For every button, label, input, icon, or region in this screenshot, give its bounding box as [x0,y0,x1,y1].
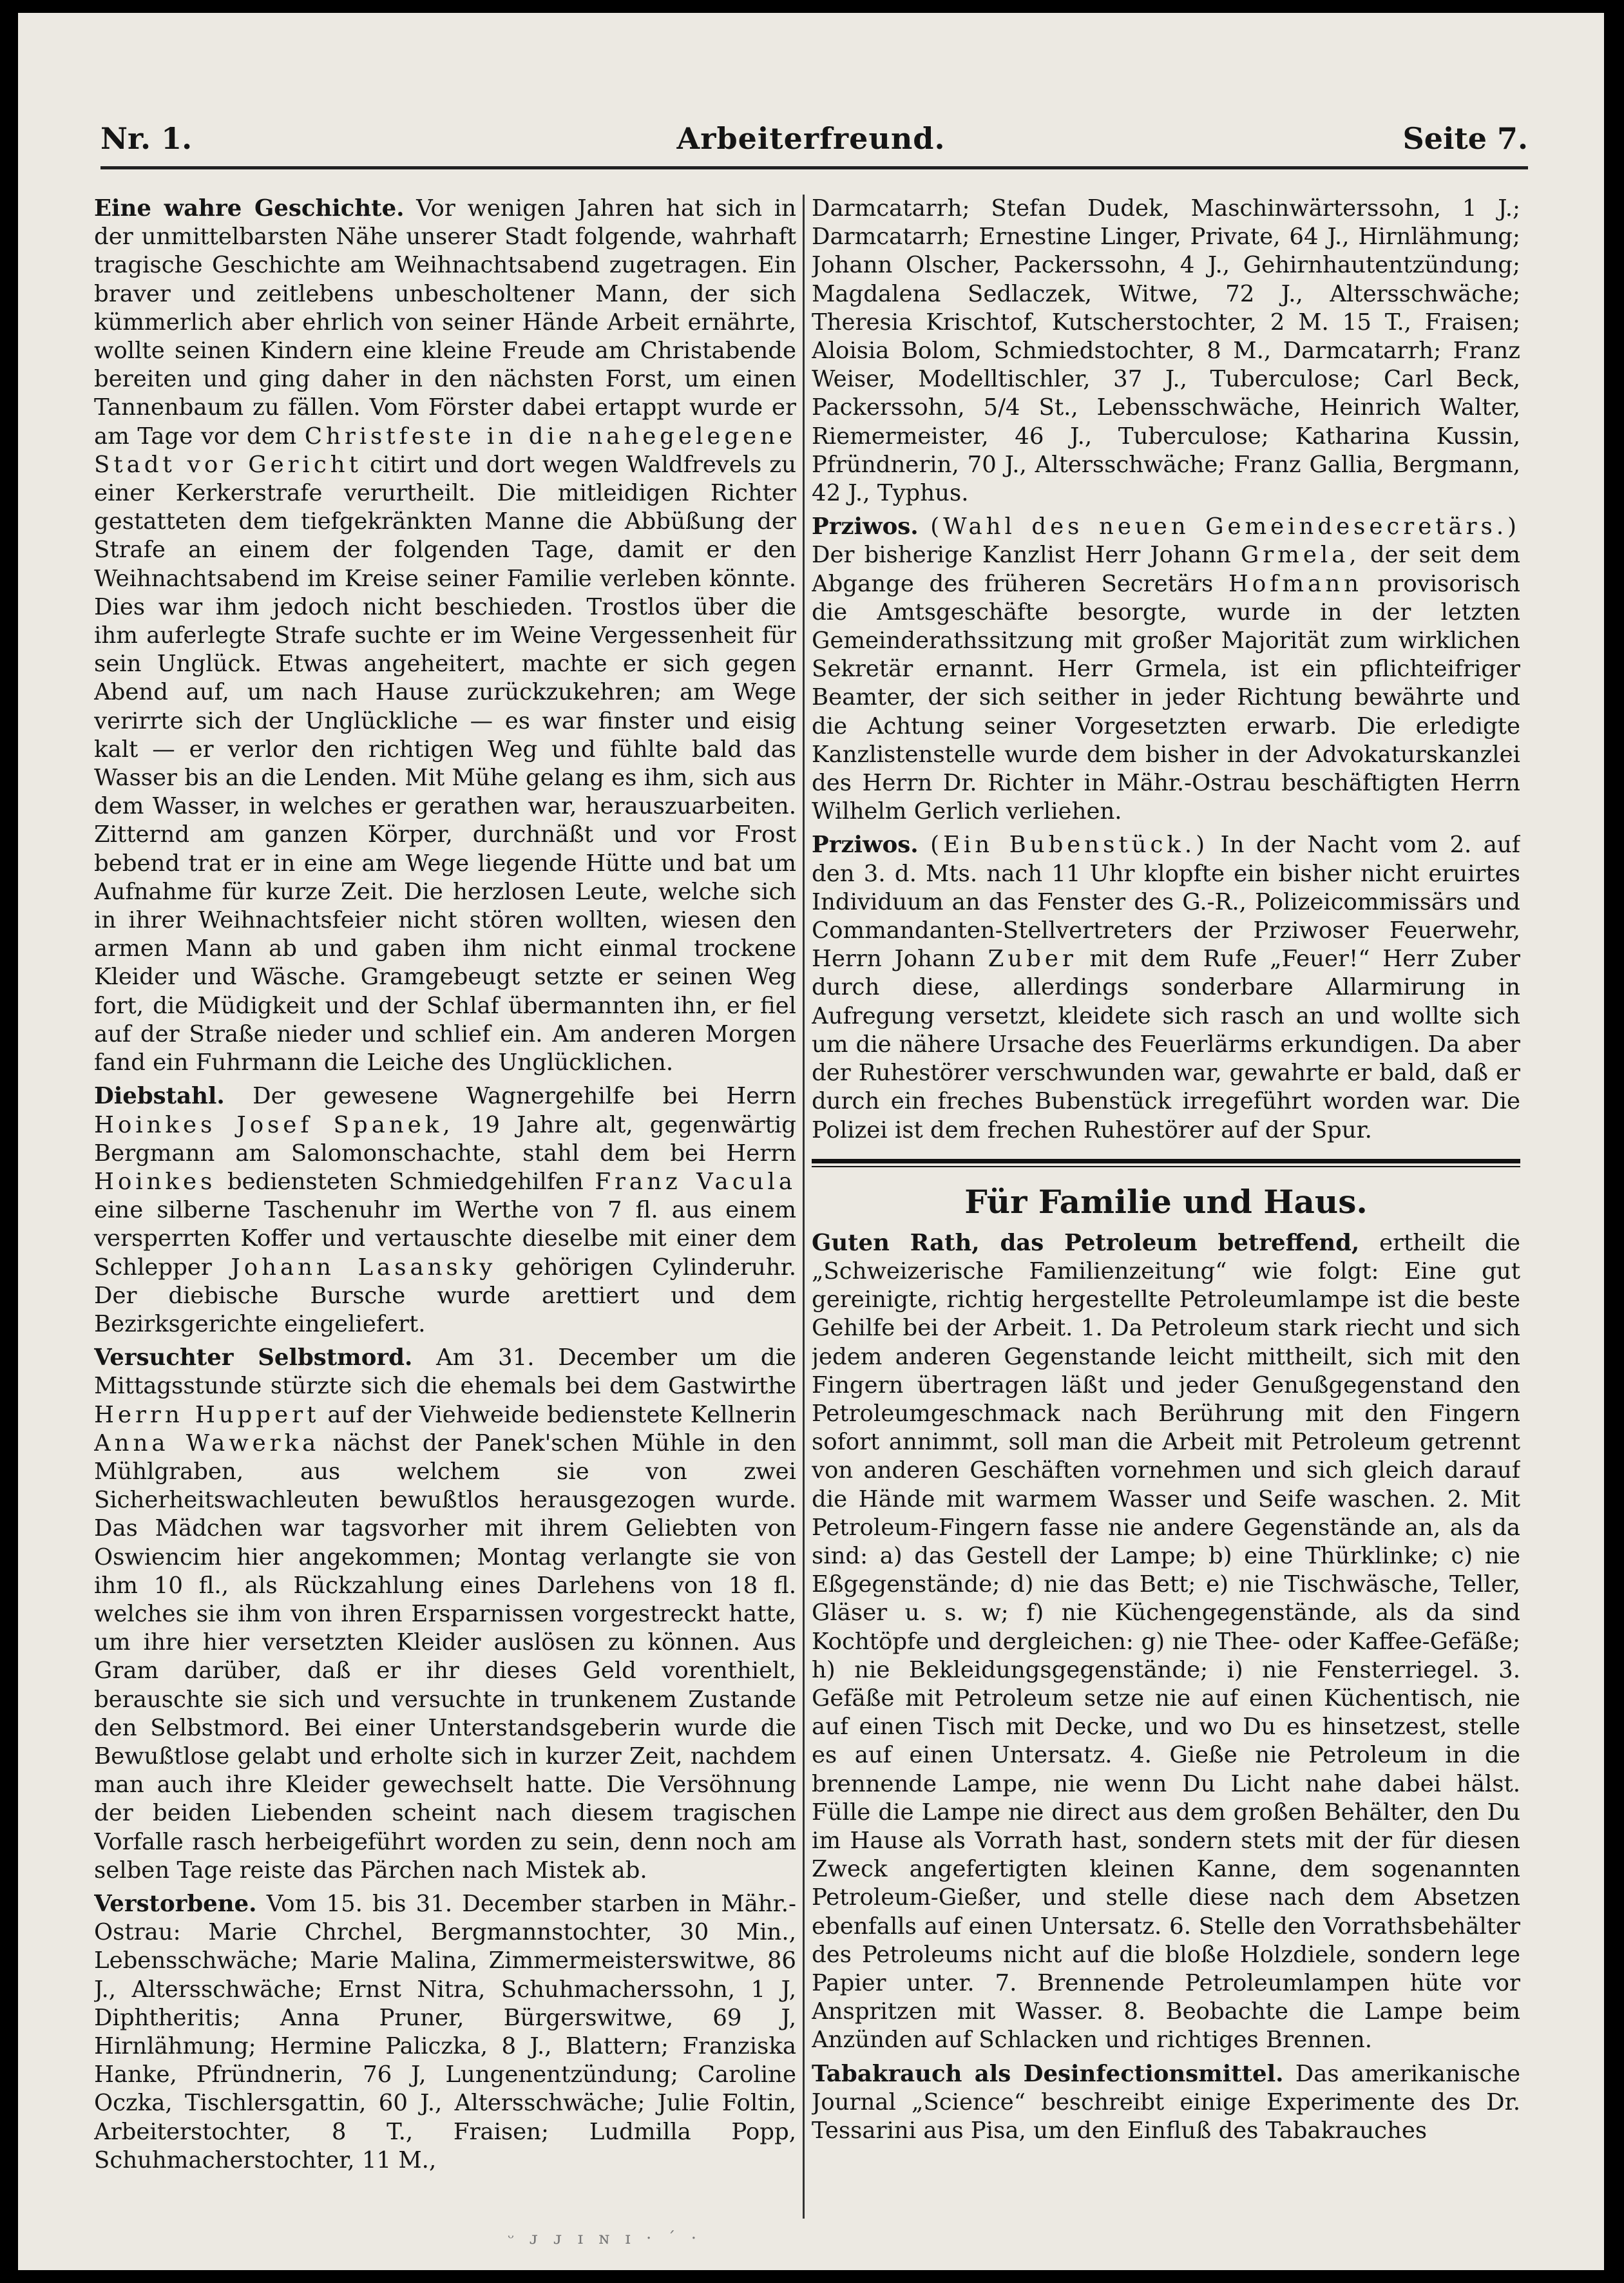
article-body: der seit dem Abgange des früheren Secretärs [812,542,1520,597]
article-heading: Prziwos. [812,513,919,540]
article-verstorbene-continued [812,195,1520,508]
newspaper-page [18,13,1604,2270]
article-body: auf der Viehweide bedienstete Kellnerin [327,1401,796,1428]
article-selbstmord [94,1344,796,1885]
article-heading: Guten Rath, das Petroleum betreffend, [812,1229,1360,1256]
article-tabakrauch [812,2060,1520,2146]
article-diebstahl [94,1082,796,1339]
article-body: Der gewesene Wagnergehilfe bei Herrn [253,1083,796,1110]
spaced-text: (Wahl des neuen Gemeindesecretärs.) [930,513,1520,540]
article-body: Vor wenigen Jahren hat sich in der unmittelbarsten Nähe unserer Stadt folgende, wahrhaft tragische Geschichte am Weihnachtsabend zugetragen. Ein braver und zeitlebens unbescholtener Mann, der sich kümmerlich aber ehrlich von seiner Hände Arbeit ernährte, wollte seinen Kindern eine kleine Freude am Christabende bereiten und ging daher in den nächsten Forst, um einen Tannenbaum zu fällen. Vom Förster dabei ertappt wurde er am Tage vor dem [94,195,796,450]
article-body: Am 31. December um die Mittagsstunde stürzte sich die ehemals bei dem Gastwirthe [94,1344,796,1400]
article-body: Der bisherige Kanzlist Herr Johann [812,542,1231,569]
section-title: Für Familie und Haus. [964,1182,1368,1221]
article-body: Vom 15. bis 31. December starben in Mähr.-Ostrau: Marie Chrchel, Bergmannstochter, 30 Min., Lebensschwäche; Marie Malina, Zimmermeisterswitwe, 86 J., Altersschwäche; Ernst Nitra, Schuhmacherssohn, 1 J, Diphtheritis; Anna Pruner, Bürgerswitwe, 69 J, Hirnlähmung; Hermine Paliczka, 8 J., Blattern; Franziska Hanke, Pfründnerin, 76 J, Lungenentzündung; Caroline Oczka, Tischlersgattin, 60 J., Altersschwäche; Julie Foltin, Arbeiterstochter, 8 T., Fraisen; Ludmilla Popp, Schuhmacherstochter, 11 M., [94,1890,796,2173]
page-number: Seite 7. [1402,121,1528,156]
issue-number: Nr. 1. [100,121,193,156]
bottom-print-mark: ᵕ ᴊ ᴊ ɪ ɴ ɪ · ˊ · [508,2229,702,2248]
spaced-text: Anna Wawerka [94,1429,320,1457]
spaced-text: Grmela, [1240,542,1361,569]
article-wahre-geschichte [94,195,796,1077]
article-verstorbene [94,1890,796,2175]
article-body: Darmcatarrh; Stefan Dudek, Maschinwärterssohn, 1 J.; Darmcatarrh; Ernestine Linger, Private, 64 J., Hirnlähmung; Johann Olscher, Packerssohn, 4 J., Gehirnhautentzündung; Magdalena Sedlaczek, Witwe, 72 J., Altersschwäche; Theresia Krischtof, Kutscherstochter, 2 M. 15 T., Fraisen; Aloisia Bolom, Schmiedstochter, 8 M., Darmcatarrh; Franz Weiser, Modelltischler, 37 J., Tuberculose; Carl Beck, Packerssohn, 5/4 St., Lebensschwäche, Heinrich Walter, Riemermeister, 46 J., Tuberculose; Katharina Kussin, Pfründnerin, 70 J., Altersschwäche; Franz Gallia, Bergmann, 42 J., Typhus. [812,195,1520,507]
article-body: nächst der Panek'schen Mühle in den Mühlgraben, aus welchem sie von zwei Sicherheitswachleuten bewußtlos herausgezogen wurde. Das Mädchen war tagsvorher mit ihrem Geliebten von Oswiencim hier angekommen; Montag verlangte sie von ihm 10 fl., als Rückzahlung eines Darlehens von 18 fl. welches sie ihm von ihren Ersparnissen vorgestreckt hatte, um ihre hier versetzten Kleider auslösen zu können. Aus Gram darüber, daß er ihr dieses Geld vorenthielt, berauschte sie sich und versuchte in trunkenem Zustande den Selbstmord. Bei einer Unterstandsgeberin wurde die Bewußtlose gelabt und erholte sich in kurzer Zeit, nachdem man auch ihre Kleider gewechselt hatte. Die Versöhnung der beiden Liebenden scheint nach diesem tragischen Vorfalle rasch herbeigeführt worden zu sein, denn noch am selben Tage reiste das Pärchen nach Mistek ab. [94,1429,796,1884]
article-prziwos-wahl [812,513,1520,826]
article-heading: Diebstahl. [94,1083,225,1110]
right-column [812,195,1520,2219]
article-prziwos-bubenstueck [812,831,1520,1144]
article-body: In der Nacht vom 2. auf den 3. d. Mts. nach 11 Uhr klopfte ein bisher nicht eruirtes Individuum an das Fenster des G.-R., Polizeicommissärs und Commandanten-Stellvertreters der Prziwoser Feuerwehr, Herrn Johann [812,832,1520,973]
article-body: ertheilt die „Schweizerische Familienzeitung“ wie folgt: Eine gut gereinigte, richtig hergestellte Petroleumlampe ist die beste Gehilfe bei der Arbeit. 1. Da Petroleum stark riecht und sich jedem anderen Gegenstande leicht mittheilt, sich mit den Fingern übertragen läßt und jeder Genußgegenstand den Petroleumgeschmack nach Berührung mit den Fingern sofort annimmt, soll man die Arbeit mit Petroleum getrennt von anderen Geschäften vornehmen und sich gleich darauf die Hände mit warmem Wasser und Seife waschen. 2. Mit Petroleum-Fingern fasse nie andere Gegenstände an, als da sind: a) das Gestell der Lampe; b) eine Thürklinke; c) nie Eßgegenstände; d) nie das Bett; e) nie Tischwäsche, Teller, Gläser u. s. w; f) nie Küchengegenstände, als da sind Kochtöpfe und dergleichen: g) nie Thee- oder Kaffee-Gefäße; h) nie Bekleidungsgegenstände; i) nie Fensterriegel. 3. Gefäße mit Petroleum setze nie auf einen Küchentisch, nie auf einen Tisch mit Decke, und wo Du es hinsetzest, stelle es auf einen Untersatz. 4. Gieße nie Petroleum in die brennende Lampe, nie wenn Du Licht nahe dabei hälst. Fülle die Lampe nie direct aus dem großen Behälter, den Du im Hause als Vorrath hast, sondern stets mit der für diesen Zweck angefertigten kleinen Kanne, dem sogenannten Petroleum-Gießer, und stelle diese nach dem Absetzen ebenfalls auf einen Untersatz. 6. Stelle den Vorrathsbehälter des Petroleums nicht auf die bloße Holzdiele, sondern lege Papier unter. 7. Brennende Petroleumlampen hüte vor Anspritzen mit Wasser. 8. Beobachte die Lampe beim Anzünden auf Schlacken und richtiges Brennen. [812,1229,1520,2054]
spaced-text: (Ein Bubenstück.) [930,832,1209,859]
article-body: mit dem Rufe „Feuer!“ Herr Zuber durch diese, allerdings sonderbare Allarmirung in Aufregung versetzt, kleidete sich rasch an und wollte sich um die nähere Ursache des Feuerlärms erkundigen. Da aber der Ruhestörer verschwunden war, gewahrte er bald, daß er durch ein freches Bubenstück irregeführt worden war. Die Polizei ist dem frechen Ruhestörer auf der Spur. [812,946,1520,1143]
spaced-text: Johann Lasansky [231,1254,497,1281]
column-divider [803,195,805,2219]
article-body: 19 Jahre alt, gegenwärtig Bergmann am Salomonschachte, stahl dem bei Herrn [94,1111,796,1167]
article-body: provisorisch die Amtsgeschäfte besorgte, wurde in der letzten Gemeinderathssitzung mit großer Majorität zum wirklichen Sekretär ernannt. Herr Grmela, ist ein pflichteifriger Beamter, der sich seither in jeder Richtung bewährte und die Achtung seiner Vorgesetzten erwarb. Die erledigte Kanzlistenstelle wurde dem bisher in der Advokaturskanzlei des Herrn Dr. Richter in Mähr.-Ostrau beschäftigten Herrn Wilhelm Gerlich verliehen. [812,570,1520,825]
header-rule [100,166,1528,169]
article-body: eine silberne Taschenuhr im Werthe von 7 fl. aus einem versperrten Koffer und vertauschte dieselbe mit einer dem Schlepper [94,1197,796,1281]
left-column [94,195,796,2219]
article-petroleum [812,1229,1520,2055]
spaced-text: Hoinkes Josef Spanek, [94,1111,454,1138]
article-heading: Prziwos. [812,832,919,859]
article-heading: Verstorbene. [94,1890,257,1917]
spaced-text: Hoinkes [94,1168,216,1195]
article-body: Das amerikanische Journal „Science“ beschreibt einige Experimente des Dr. Tessarini aus Pisa, um den Einfluß des Tabakrauches [812,2060,1520,2144]
spaced-text: Christfeste in die nahegelegene Stadt vor Gericht [94,423,796,478]
article-heading: Versuchter Selbstmord. [94,1344,413,1371]
article-body: bediensteten Schmiedgehilfen [227,1168,584,1195]
section-rule [812,1159,1520,1167]
article-heading: Eine wahre Geschichte. [94,195,405,222]
masthead-title: Arbeiterfreund. [676,121,946,156]
article-body: gehörigen Cylinderuhr. Der diebische Bursche wurde arettiert und dem Bezirksgerichte eingeliefert. [94,1254,796,1337]
spaced-text: Franz Vacula [595,1168,796,1195]
spaced-text: Hofmann [1228,570,1362,597]
spaced-text: Herrn Huppert [94,1401,320,1428]
article-body: citirt und dort wegen Waldfrevels zu einer Kerkerstrafe verurtheilt. Die mitleidigen Richter gestatteten dem tiefgekränkten Manne die Abbüßung der Strafe an einem der folgenden Tage, damit er den Weihnachtsabend im Kreise seiner Familie verleben könnte. Dies war ihm jedoch nicht beschieden. Trostlos über die ihm auferlegte Strafe suchte er im Weine Vergessenheit für sein Unglück. Etwas angeheitert, machte er sich gegen Abend auf, um nach Hause zurückzukehren; am Wege verirrte sich der Unglückliche — es war finster und eisig kalt — er verlor den richtigen Weg und fühlte bald das Wasser bis an die Lenden. Mit Mühe gelang es ihm, sich aus dem Wasser, in welches er gerathen war, herauszuarbeiten. Zitternd am ganzen Körper, durchnäßt und vor Frost bebend trat er in eine am Wege liegende Hütte und bat um Aufnahme für kurze Zeit. Die herzlosen Leute, welche sich in ihrer Weihnachtsfeier nicht stören wollten, wiesen den armen Mann ab und gaben ihm nicht einmal trockene Kleider und Wäsche. Gramgebeugt setzte er seinen Weg fort, die Müdigkeit und der Schlaf übermannten ihn, er fiel auf der Straße nieder und schlief ein. Am anderen Morgen fand ein Fuhrmann die Leiche des Unglücklichen. [94,451,796,1076]
article-heading: Tabakrauch als Desinfectionsmittel. [812,2060,1284,2087]
spaced-text: Zuber [988,946,1077,973]
